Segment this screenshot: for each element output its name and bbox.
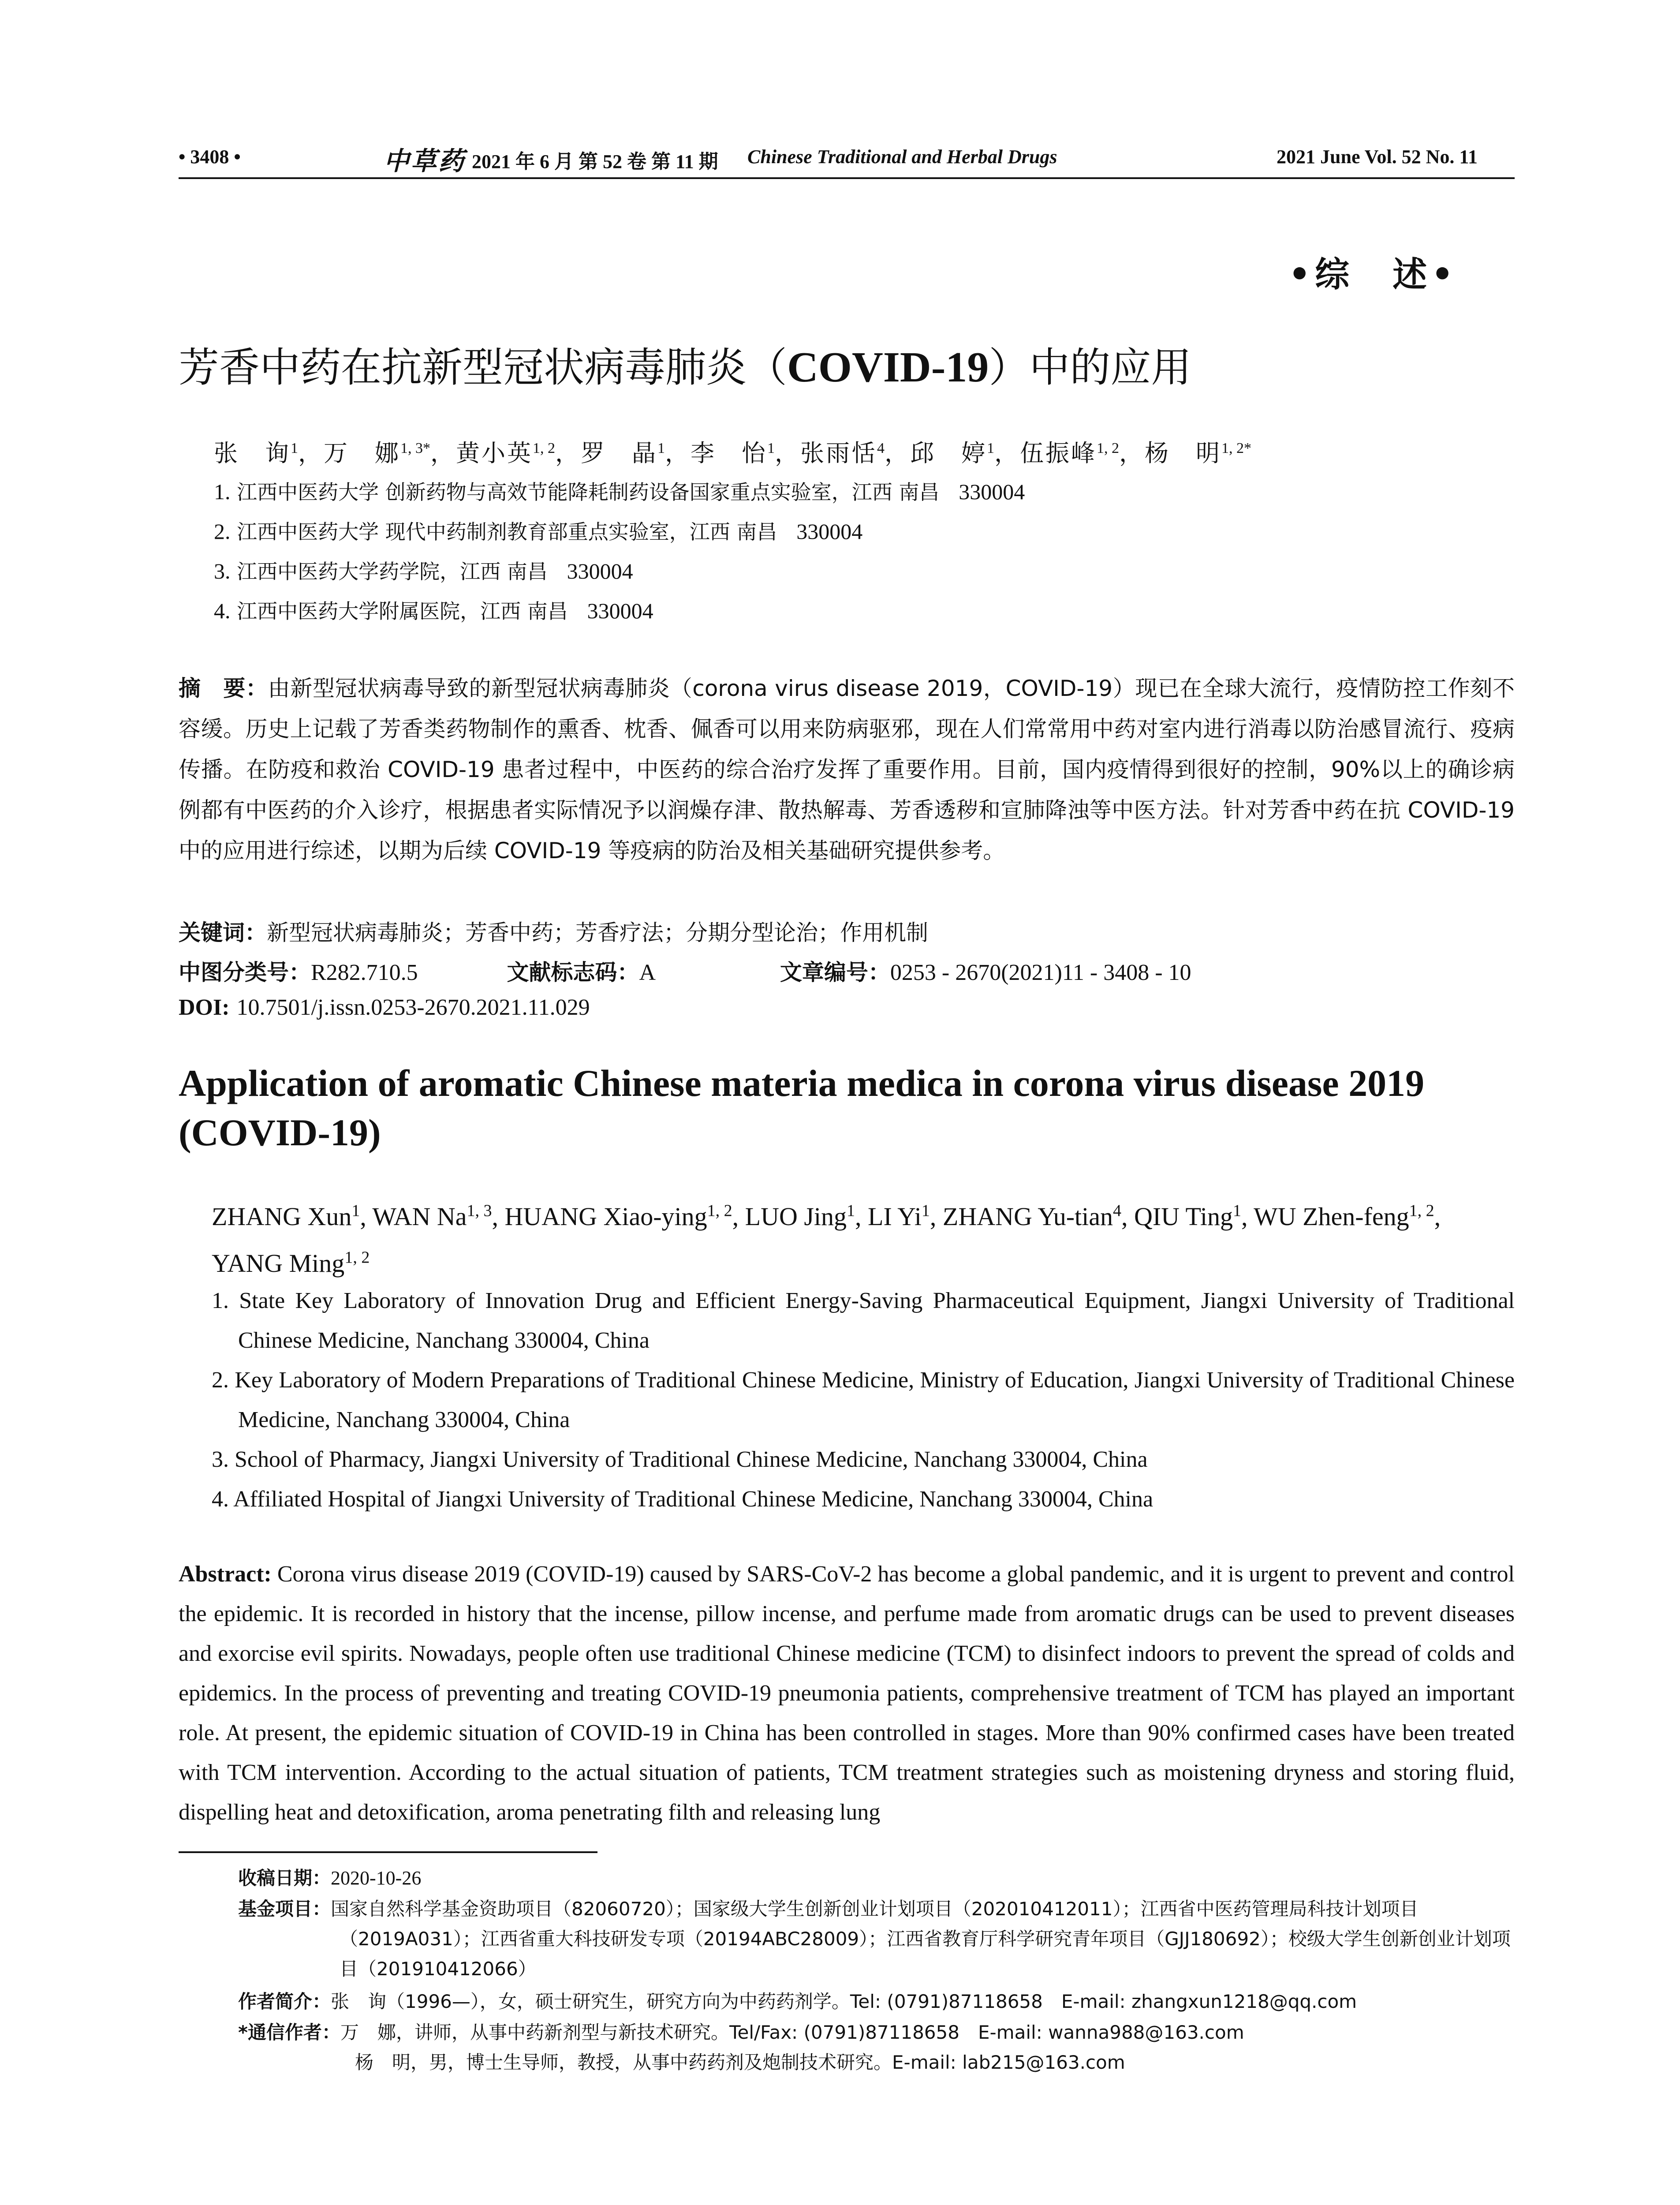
cn-author-separator: ， (885, 439, 910, 467)
cn-author (910, 439, 994, 467)
affiliation-number: 4. (214, 598, 231, 623)
doi-value[interactable]: 10.7501/j.issn.0253-2670.2021.11.029 (236, 995, 590, 1020)
abstract-en (179, 1555, 1515, 1832)
affiliation-text: 江西中医药大学附属医院，江西 南昌 (237, 599, 568, 623)
fund-label: 基金项目： (238, 1898, 331, 1920)
abstract-en-text: Corona virus disease 2019 (COVID-19) caused by SARS-CoV-2 has become a global pandemic, and it is urgent to prevent and control the epidemic. It is recorded in history that the incense, pillow incense, and perfume made from aromatic drugs can be used to prevent diseases and exorcise evil spirits. Nowadays, people often use traditional Chinese medicine (TCM) to disinfect indoors to prevent the spread of colds and epidemics. In the process of preventing and treating COVID-19 pneumonia patients, comprehensive treatment of TCM has played an important role. At present, the epidemic situation of COVID-19 in China has been controlled in stages. More than 90% confirmed cases have been treated with TCM intervention. According to the actual situation of patients, TCM treatment strategies such as moistening dryness and storing fluid, dispelling heat and detoxification, aroma penetrating filth and releasing lung (179, 1562, 1515, 1825)
title-en: Application of aromatic Chinese materia medica in corona virus disease 2019 (COVID-19) (179, 1062, 1425, 1154)
cn-author-name: 张雨恬 (800, 439, 877, 467)
article-number-label: 文章编号： (780, 960, 890, 985)
authors-cn (214, 434, 1251, 468)
cn-author-name: 张 询 (214, 439, 291, 467)
cn-author-name: 李 怡 (691, 439, 767, 467)
keywords-label: 关键词： (179, 920, 267, 946)
affiliation-zip: 330004 (796, 519, 863, 544)
footnote-fund (238, 1894, 1517, 1984)
title-cn-latin: COVID-19 (787, 344, 989, 391)
en-author-affiliation-mark: 1 (1233, 1202, 1242, 1220)
clc-value: R282.710.5 (311, 960, 418, 985)
cn-author-separator: ， (994, 439, 1020, 467)
doi-label: DOI: (179, 995, 230, 1020)
clc-label: 中图分类号： (179, 960, 311, 985)
affiliation-cn-2 (214, 516, 1537, 545)
en-author (745, 1202, 855, 1231)
en-author-affiliation-mark: 1 (351, 1202, 360, 1220)
en-author-separator: , (930, 1202, 943, 1231)
en-author-affiliation-mark: 1, 2 (1409, 1202, 1434, 1220)
title-cn-part1: 芳香中药在抗新型冠状病毒肺炎（ (179, 344, 788, 391)
affiliation-cn-3 (214, 556, 1537, 585)
affiliation-text: 江西中医药大学药学院，江西 南昌 (237, 560, 548, 583)
en-author-separator: , (1241, 1202, 1254, 1231)
affiliation-cn-4 (214, 595, 1537, 624)
en-author-affiliation-mark: 1 (921, 1202, 930, 1220)
page-number: • 3408 • (179, 146, 241, 168)
en-author-affiliation-mark: 1 (847, 1202, 855, 1220)
affiliation-en-text: 3. School of Pharmacy, Jiangxi University of Traditional Chinese Medicine, Nanchang 330004, China (212, 1447, 1148, 1472)
bio-text: 张 询（1996—），女，硕士研究生，研究方向为中药药剂学。Tel: (0791)87118658 E-mail: zhangxun1218@qq.com (331, 1991, 1357, 2012)
affiliation-en-2 (212, 1360, 1515, 1440)
cn-author-name: 黄小英 (456, 439, 533, 467)
cn-author-separator: ， (1119, 439, 1145, 467)
en-author-name: ZHANG Yu-tian (942, 1202, 1113, 1231)
doc-code-label: 文献标志码： (507, 960, 639, 985)
affiliation-en-1 (212, 1281, 1515, 1360)
affiliation-en-text: 2. Key Laboratory of Modern Preparations of Traditional Chinese Medicine, Ministry of Education, Jiangxi University of Traditional Chinese Medicine, Nanchang 330004, China (212, 1368, 1515, 1432)
received-label: 收稿日期： (238, 1867, 331, 1889)
affiliation-en-text: 1. State Key Laboratory of Innovation Drug and Efficient Energy-Saving Pharmaceutical Equipment, Jiangxi University of Traditional Chinese Medicine, Nanchang 330004, China (212, 1288, 1515, 1353)
affiliation-en-3 (212, 1440, 1515, 1480)
doi-line (179, 994, 1515, 1020)
en-author-name: WAN Na (372, 1202, 467, 1231)
cn-author (214, 439, 298, 467)
en-author-affiliation-mark: 1, 2 (707, 1202, 732, 1220)
en-author-name: LI Yi (868, 1202, 922, 1231)
cn-author-separator: ， (298, 439, 324, 467)
received-value: 2020-10-26 (331, 1867, 422, 1889)
abstract-en-label: Abstract: (179, 1562, 272, 1587)
en-author (943, 1202, 1121, 1231)
footnote-correspondence (238, 2018, 1517, 2078)
affiliation-text: 江西中医药大学 创新药物与高效节能降耗制药设备国家重点实验室，江西 南昌 (237, 480, 940, 504)
cn-author-affiliation-mark: 1 (767, 440, 775, 456)
affiliation-zip: 330004 (587, 598, 653, 623)
en-author-separator: , (732, 1202, 745, 1231)
affiliation-number: 3. (214, 559, 231, 583)
en-author (212, 1249, 370, 1278)
en-author (212, 1202, 360, 1231)
keywords-line (179, 915, 1515, 947)
cn-author-affiliation-mark: 4 (877, 440, 885, 456)
en-author-affiliation-mark: 4 (1113, 1202, 1121, 1220)
issue-en: 2021 June Vol. 52 No. 11 (1277, 146, 1478, 168)
cn-author-affiliation-mark: 1, 2 (533, 440, 555, 456)
en-author-name: HUANG Xiao-ying (504, 1202, 707, 1231)
cn-author-separator: ， (555, 439, 581, 467)
en-author-name: WU Zhen-feng (1253, 1202, 1409, 1231)
cn-author-affiliation-mark: 1, 2 (1097, 440, 1119, 456)
abstract-cn (179, 668, 1515, 871)
en-author-separator: , (1434, 1202, 1441, 1231)
cn-author-separator: ， (665, 439, 691, 467)
cn-author (581, 439, 665, 467)
en-author-affiliation-mark: 1, 3 (467, 1202, 492, 1220)
corr-text-1: 万 娜，讲师，从事中药新剂型与新技术研究。Tel/Fax: (0791)87118658 E-mail: wanna988@163.com (340, 2022, 1244, 2043)
affiliation-number: 2. (214, 519, 231, 544)
cn-author-affiliation-mark: 1 (987, 440, 994, 456)
en-author-separator: , (492, 1202, 505, 1231)
en-author-affiliation-mark: 1, 2 (344, 1248, 370, 1267)
affiliation-en-4 (212, 1480, 1515, 1519)
cn-author-affiliation-mark: 1, 3* (400, 440, 430, 456)
title-cn-part2: ）中的应用 (989, 344, 1192, 391)
doc-code-value: A (639, 960, 656, 985)
affiliation-zip: 330004 (567, 559, 633, 583)
classification-line (179, 955, 1515, 987)
cn-author-name: 杨 明 (1145, 439, 1221, 467)
cn-author-affiliation-mark: 1 (657, 440, 665, 456)
bio-label: 作者简介： (238, 1991, 331, 2012)
cn-author (800, 439, 885, 467)
abstract-cn-text: 由新型冠状病毒导致的新型冠状病毒肺炎（corona virus disease 2019，COVID-19）现已在全球大流行，疫情防控工作刻不容缓。历史上记载了芳香类药物制作的熏香、枕香、佩香可以用来防病驱邪，现在人们常常用中药对室内进行消毒以防治感冒流行、疫病传播。在防疫和救治 COVID-19 患者过程中，中医药的综合治疗发挥了重要作用。目前，国内疫情得到很好的控制，90%以上的确诊病例都有中医药的介入诊疗，根据患者实际情况予以润燥存津、散热解毒、芳香透秽和宣肺降浊等中医方法。针对芳香中药在抗 COVID-19 中的应用进行综述，以期为后续 COVID-19 等疫病的防治及相关基础研究提供参考。 (179, 676, 1515, 863)
cn-author (1020, 439, 1119, 467)
cn-author (691, 439, 775, 467)
journal-name-en: Chinese Traditional and Herbal Drugs (747, 146, 1057, 168)
fund-text: 国家自然科学基金资助项目（82060720）；国家级大学生创新创业计划项目（202010412011）；江西省中医药管理局科技计划项目（2019A031）；江西省重大科技研发专项（20194ABC28009）；江西省教育厅科学研究青年项目（GJJ180692）；校级大学生创新创业计划项目（201910412066） (331, 1898, 1511, 1980)
en-author (1134, 1202, 1241, 1231)
en-author-name: LUO Jing (745, 1202, 847, 1231)
journal-name-cn: 中草药 (384, 146, 466, 176)
abstract-cn-label: 摘 要： (179, 676, 268, 701)
en-author-name: YANG Ming (212, 1248, 345, 1278)
cn-author-name: 伍振峰 (1020, 439, 1097, 467)
cn-author (456, 439, 555, 467)
cn-author-name: 罗 晶 (581, 439, 657, 467)
header-rule (179, 177, 1515, 179)
running-header (179, 140, 1515, 176)
en-author (372, 1202, 492, 1231)
title-cn (179, 335, 1501, 393)
article-number-value: 0253 - 2670(2021)11 - 3408 - 10 (890, 960, 1191, 985)
footnote-rule (179, 1851, 597, 1853)
footnote-bio (238, 1987, 1517, 2017)
cn-author-affiliation-mark: 1, 2* (1221, 440, 1251, 456)
cn-author-name: 万 娜 (324, 439, 400, 467)
section-tag: •综 述• (1288, 255, 1458, 295)
cn-author (324, 439, 430, 467)
affiliation-zip: 330004 (959, 479, 1025, 504)
authors-en (212, 1191, 1517, 1284)
en-author (868, 1202, 930, 1231)
en-author-name: QIU Ting (1134, 1202, 1233, 1231)
en-author-name: ZHANG Xun (212, 1202, 352, 1231)
affiliation-number: 1. (214, 479, 231, 504)
en-author (505, 1202, 732, 1231)
corr-label: *通信作者： (238, 2022, 340, 2043)
cn-author-separator: ， (775, 439, 800, 467)
keywords-text: 新型冠状病毒肺炎；芳香中药；芳香疗法；分期分型论治；作用机制 (267, 920, 928, 946)
en-author-separator: , (360, 1202, 373, 1231)
cn-author (1145, 439, 1251, 467)
cn-author-name: 邱 婷 (910, 439, 987, 467)
affiliation-text: 江西中医药大学 现代中药制剂教育部重点实验室，江西 南昌 (237, 520, 777, 544)
cn-author-affiliation-mark: 1 (291, 440, 298, 456)
corr-text-2: 杨 明，男，博士生导师，教授，从事中药药剂及炮制技术研究。E-mail: lab215@163.com (355, 2052, 1125, 2073)
en-author (1254, 1202, 1434, 1231)
issue-cn: 2021 年 6 月 第 52 卷 第 11 期 (472, 151, 718, 172)
affiliation-en-text: 4. Affiliated Hospital of Jiangxi University of Traditional Chinese Medicine, Nanchang 330004, China (212, 1487, 1154, 1512)
footnote-received (238, 1863, 1517, 1893)
cn-author-separator: ， (430, 439, 456, 467)
en-author-separator: , (855, 1202, 868, 1231)
en-author-separator: , (1121, 1202, 1134, 1231)
affiliation-cn-1 (214, 476, 1537, 505)
